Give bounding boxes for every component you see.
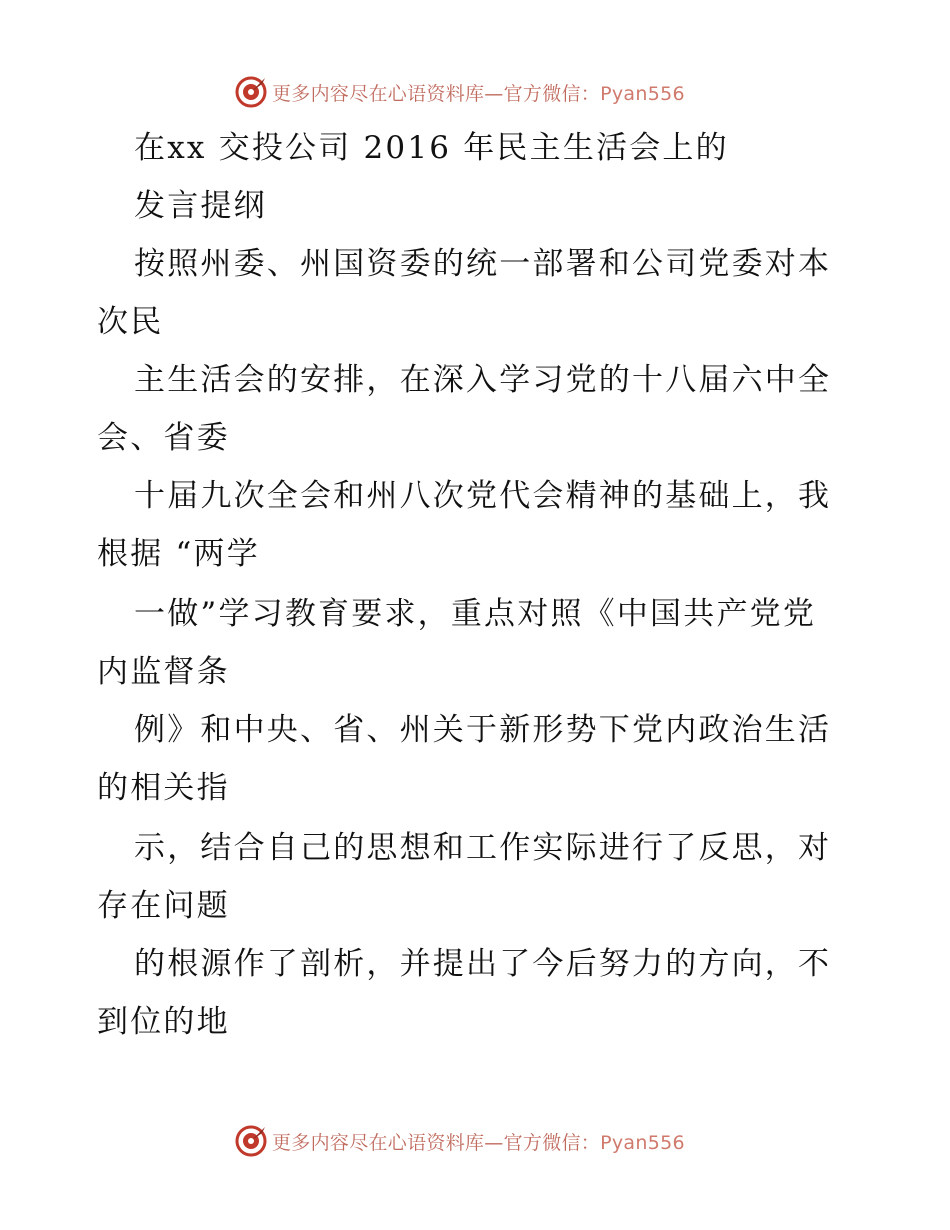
watermark-text: 更多内容尽在心语资料库—官方微信：Pyan556 <box>272 82 685 105</box>
text-line: 的根源作了剖析，并提出了今后努力的方向，不 <box>134 946 832 982</box>
text-line: 按照州委、州国资委的统一部署和公司党委对本 <box>134 246 832 282</box>
quill-logo-icon <box>234 1124 268 1158</box>
quill-logo-icon <box>234 75 268 109</box>
watermark-header <box>0 72 950 112</box>
title-line-1: 在xx 交投公司 2016 年民主生活会上的 <box>134 130 729 166</box>
watermark-wechat-id: Pyan556 <box>600 82 685 105</box>
text-line: 的相关指 <box>97 770 230 806</box>
text-line: 内监督条 <box>97 654 230 690</box>
text-line: 根据 “两学 <box>97 536 260 572</box>
text-line: 例》和中央、省、州关于新形势下党内政治生活 <box>134 712 832 748</box>
text-line: 主生活会的安排，在深入学习党的十八届六中全 <box>134 362 832 398</box>
text-line: 示，结合自己的思想和工作实际进行了反思，对 <box>134 830 832 866</box>
text-line: 十届九次全会和州八次党代会精神的基础上，我 <box>134 478 832 514</box>
watermark-footer <box>0 1121 950 1161</box>
watermark-text: 更多内容尽在心语资料库—官方微信：Pyan556 <box>272 1131 685 1154</box>
title-line-2: 发言提纲 <box>134 188 267 224</box>
text-line: 一做”学习教育要求，重点对照《中国共产党党 <box>134 596 817 632</box>
text-line: 存在问题 <box>97 888 230 924</box>
text-line: 会、省委 <box>97 420 230 456</box>
text-line: 到位的地 <box>97 1004 230 1040</box>
watermark-wechat-id: Pyan556 <box>600 1131 685 1154</box>
text-line: 次民 <box>97 304 164 340</box>
